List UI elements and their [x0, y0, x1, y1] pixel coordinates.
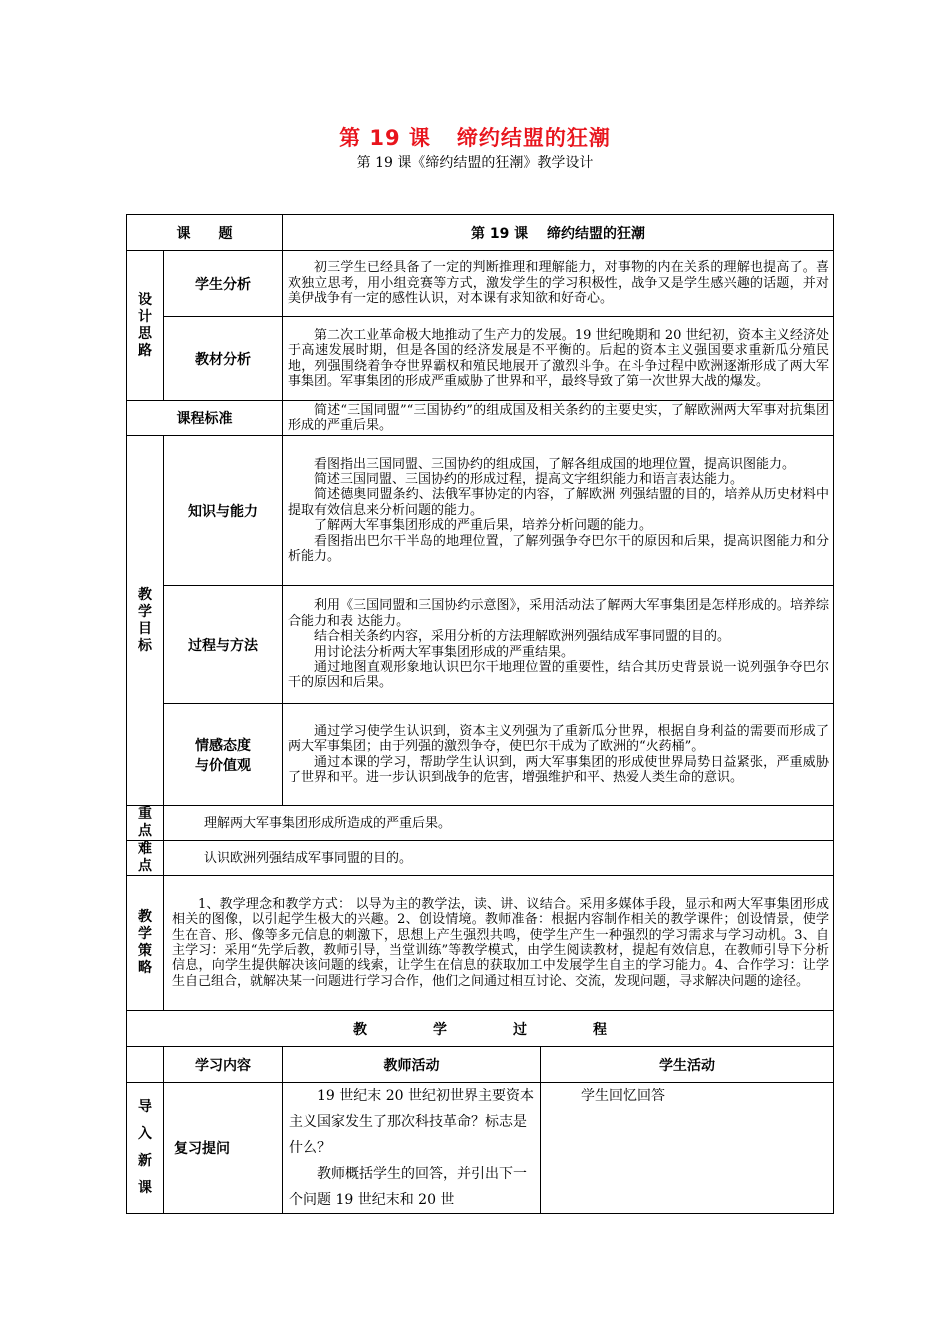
material-analysis-text: 第二次工业革命极大地推动了生产力的发展。19 世纪晚期和 20 世纪初，资本主义经济处于高速发展时期，但是各国的经济发展是不平衡的。后起的资本主义强国要求重新瓜分殖民地，列强围绕着争夺世界霸权和殖民地展开了激烈斗争。在斗争过程中欧洲逐渐形成了两大军事集团。军事集团的形成严重威胁了世界和平，最终导致了第一次世界大战的爆发。: [283, 317, 834, 401]
student-analysis-label: 学生分析: [164, 251, 283, 317]
intro-label: 导 入 新 课: [127, 1083, 164, 1214]
knowledge-label: 知识与能力: [164, 436, 283, 586]
intro-content: 复习提问: [164, 1083, 283, 1214]
standard-text: 简述“三国同盟”“三国协约”的组成国及相关条约的主要史实，了解欧洲两大军事对抗集团形成的严重后果。: [283, 401, 834, 436]
intro-student: 学生回忆回答: [541, 1083, 834, 1214]
process-header: 教 学 过 程: [127, 1011, 834, 1047]
topic-value: 第 19 课 缔约结盟的狂潮: [283, 215, 834, 251]
process-method-label: 过程与方法: [164, 586, 283, 704]
standard-label: 课程标准: [127, 401, 283, 436]
key-point-text: 理解两大军事集团形成所造成的严重后果。: [164, 806, 834, 841]
difficult-point-text: 认识欧洲列强结成军事同盟的目的。: [164, 841, 834, 876]
difficult-point-label: 难 点: [127, 841, 164, 876]
process-corner: [127, 1047, 164, 1083]
column-content: 学习内容: [164, 1047, 283, 1083]
key-point-label: 重 点: [127, 806, 164, 841]
column-student: 学生活动: [541, 1047, 834, 1083]
intro-teacher: 19 世纪末 20 世纪初世界主要资本主义国家发生了那次科技革命？标志是什么？ 教师概括学生的回答，并引出下一个问题 19 世纪末和 20 世: [283, 1083, 541, 1214]
goals-label: 教 学 目 标: [127, 436, 164, 806]
page-subtitle: 第 19 课《缔约结盟的狂潮》教学设计: [356, 155, 594, 171]
strategy-label: 教 学 策 略: [127, 876, 164, 1011]
emotion-text: 通过学习使学生认识到，资本主义列强为了重新瓜分世界，根据自身利益的需要而形成了两大军事集团；由于列强的激烈争夺，使巴尔干成为了欧洲的“火药桶”。 通过本课的学习，帮助学生认识到，两大军事集团的形成使世界局势日益紧张，严重威胁了世界和平。进一步认识到战争的危害，增强维护和平、热爱人类生命的意识。: [283, 704, 834, 806]
lesson-plan-table: [126, 214, 834, 1214]
emotion-label: 情感态度 与价值观: [164, 704, 283, 806]
material-analysis-label: 教材分析: [164, 317, 283, 401]
title-lesson-name: 缔约结盟的狂潮: [456, 126, 611, 150]
student-analysis-text: 初三学生已经具备了一定的判断推理和理解能力，对事物的内在关系的理解也提高了。喜欢独立思考，用小组竞赛等方式，激发学生的学习积极性，战争又是学生感兴趣的话题，并对美伊战争有一定的感性认识，对本课有求知欲和好奇心。: [283, 251, 834, 317]
design-label: 设 计 思 路: [127, 251, 164, 401]
process-method-text: 利用《三国同盟和三国协约示意图》，采用活动法了解两大军事集团是怎样形成的。培养综合能力和表 达能力。 结合相关条约内容，采用分析的方法理解欧洲列强结成军事同盟的目的。 用讨论法分析两大军事集团形成的严重结果。 通过地图直观形象地认识巴尔干地理位置的重要性，结合其历史背景说一说列强争夺巴尔干的原因和后果。: [283, 586, 834, 704]
strategy-text: 1、教学理念和教学方式： 以导为主的教学法，读、讲、议结合。采用多媒体手段，显示和两大军事集团形成相关的图像，以引起学生极大的兴趣。2、创设情境。教师准备：根据内容制作相关的教学课件；创设情景，使学生在音、形、像等多元信息的刺激下，思想上产生强烈共鸣，使学生产生一种强烈的学习需求与学习动机。3、自主学习：采用“先学后教，教师引导，当堂训练”等教学模式，由学生阅读教材，提起有效信息，在教师引导下分析信息，向学生提供解决该问题的线索，让学生在信息的获取加工中发展学生自主的学习能力。4、合作学习：让学生自己组合，就解决某一问题进行学习合作，他们之间通过相互讨论、交流，发现问题，寻求解决问题的途径。: [164, 876, 834, 1011]
title-lesson-number: 第 19 课: [339, 126, 431, 150]
column-teacher: 教师活动: [283, 1047, 541, 1083]
page-title: [0, 122, 950, 152]
topic-label: 课 题: [127, 215, 283, 251]
knowledge-text: 看图指出三国同盟、三国协约的组成国，了解各组成国的地理位置，提高识图能力。 简述三国同盟、三国协约的形成过程，提高文字组织能力和语言表达能力。 简述德奥同盟条约、法俄军事协定的内容，了解欧洲 列强结盟的目的，培养从历史材料中提取有效信息来分析问题的能力。 了解两大军事集团形成的严重后果，培养分析问题的能力。 看图指出巴尔干半岛的地理位置，了解列强争夺巴尔干的原因和后果，提高识图能力和分析能力。: [283, 436, 834, 586]
